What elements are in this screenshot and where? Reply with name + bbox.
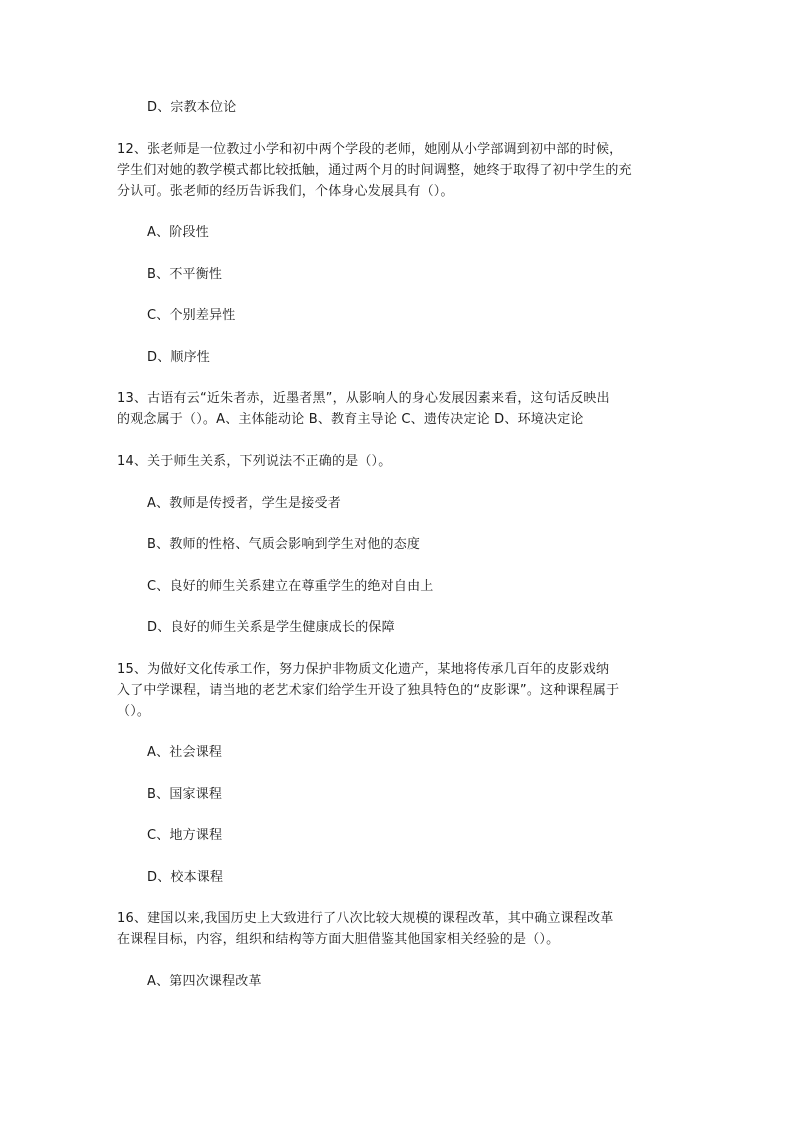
question-12-option-b: B、不平衡性 bbox=[147, 267, 223, 282]
question-12-line-1: 12、张老师是一位教过小学和初中两个学段的老师，她刚从小学部调到初中部的时候， bbox=[117, 142, 623, 157]
question-12-option-d: D、顺序性 bbox=[147, 350, 211, 365]
question-13-line-1: 13、古语有云“近朱者赤，近墨者黑”，从影响人的身心发展因素来看，这句话反映出 bbox=[117, 391, 610, 406]
question-16-line-1: 16、建国以来,我国历史上大致进行了八次比较大规模的课程改革，其中确立课程改革 bbox=[117, 911, 614, 926]
question-12-line-3: 分认可。张老师的经历告诉我们，个体身心发展具有（）。 bbox=[117, 184, 454, 199]
question-12-option-a: A、阶段性 bbox=[147, 225, 209, 240]
option-d-previous: D、宗教本位论 bbox=[147, 100, 237, 115]
question-16-option-a: A、第四次课程改革 bbox=[147, 974, 262, 989]
question-15-option-c: C、地方课程 bbox=[147, 828, 223, 843]
question-14-option-a: A、教师是传授者，学生是接受者 bbox=[147, 496, 341, 511]
question-12-line-2: 学生们对她的教学模式都比较抵触，通过两个月的时间调整，她终于取得了初中学生的充 bbox=[117, 163, 632, 178]
question-12-option-c: C、个别差异性 bbox=[147, 308, 236, 323]
question-15-option-d: D、校本课程 bbox=[147, 870, 224, 885]
question-14-option-c: C、良好的师生关系建立在尊重学生的绝对自由上 bbox=[147, 579, 434, 594]
question-14-option-d: D、良好的师生关系是学生健康成长的保障 bbox=[147, 620, 395, 635]
question-15-line-2: 入了中学课程，请当地的老艺术家们给学生开设了独具特色的“皮影课”。这种课程属于 bbox=[117, 683, 620, 698]
question-15-option-b: B、国家课程 bbox=[147, 787, 223, 802]
question-13-line-2: 的观念属于（）。A、主体能动论 B、教育主导论 C、遗传决定论 D、环境决定论 bbox=[117, 412, 584, 427]
question-16-line-2: 在课程目标，内容，组织和结构等方面大胆借鉴其他国家相关经验的是（）。 bbox=[117, 932, 560, 947]
question-14-line-1: 14、关于师生关系，下列说法不正确的是（）。 bbox=[117, 454, 392, 469]
question-15-line-1: 15、为做好文化传承工作，努力保护非物质文化遗产，某地将传承几百年的皮影戏纳 bbox=[117, 662, 610, 677]
question-15-line-3: （）。 bbox=[117, 704, 151, 719]
question-15-option-a: A、社会课程 bbox=[147, 745, 223, 760]
question-14-option-b: B、教师的性格、气质会影响到学生对他的态度 bbox=[147, 537, 421, 552]
